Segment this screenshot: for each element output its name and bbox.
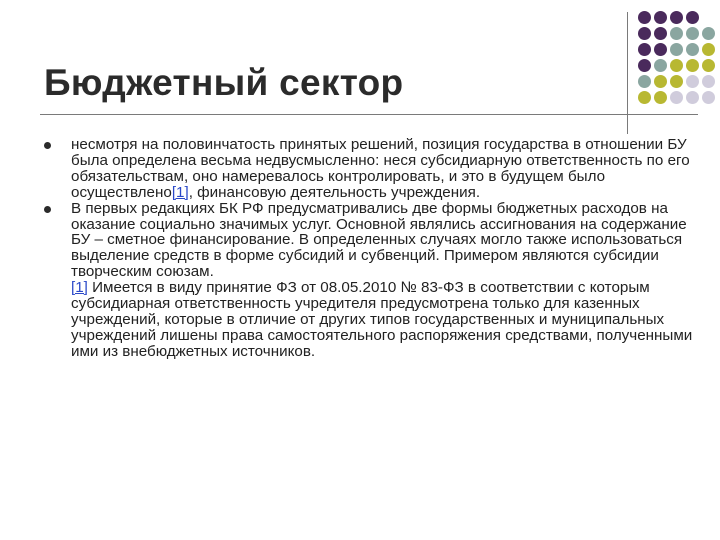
decor-dot [670,59,683,72]
decor-dot [654,11,667,24]
slide-title: Бюджетный сектор [44,62,404,103]
decor-dot [670,75,683,88]
bullet-dot-icon [44,142,51,149]
bullet-dot-icon [44,206,51,213]
footnote-text: Имеется в виду принятие ФЗ от 08.05.2010 № 83-ФЗ в соответствии с которым субсидиарная ответственность учредителя предусмотрена только для казенных учреждений, которые в отличие от других типов государственных и муниципальных учреждений лишены права самостоятельного распоряжения средствами, полученными ими из внебюджетных источников. [71,279,693,360]
decor-dot [702,91,715,104]
bullet-item [44,201,694,360]
decor-dot [654,27,667,40]
decor-dot [702,59,715,72]
decor-dot [670,11,683,24]
vertical-divider [627,12,628,134]
decor-dot [702,75,715,88]
footnote-link[interactable]: [1] [71,279,88,297]
decor-dot [686,43,699,56]
bullet-item [44,137,694,201]
decor-dot [638,27,651,40]
decor-dot [638,43,651,56]
decor-dot [686,91,699,104]
bullet-text: несмотря на половинчатость принятых решений, позиция государства в отношении БУ была определена весьма недвусмысленно: неся субсидиарную ответственность по его обязательствам, оно намеревалось контролировать, и это в будущем было осуществлено [71,136,690,201]
decor-dot [670,43,683,56]
decor-dot [686,27,699,40]
decor-dot [686,75,699,88]
bullet-text-continued: , финансовую деятельность учреждения. [188,183,481,201]
title-underline [40,114,698,115]
decor-dot [686,11,699,24]
decorative-dot-grid [638,11,718,111]
decor-dot [638,75,651,88]
decor-dot [654,59,667,72]
decor-dot [638,59,651,72]
decor-dot [654,91,667,104]
bullet-list [44,137,694,360]
decor-dot [654,43,667,56]
decor-dot [670,27,683,40]
decor-dot [670,91,683,104]
bullet-text: В первых редакциях БК РФ предусматривались две формы бюджетных расходов на оказание социально значимых услуг. Основной являлись ассигнования на содержание БУ – сметное финансирование. В определенных случаях могло также использоваться выделение средств в форме субсидий и субвенций. Примером являются субсидии творческим союзам. [71,199,687,281]
decor-dot [654,75,667,88]
decor-dot [686,59,699,72]
decor-dot [638,91,651,104]
footnote-link[interactable]: [1] [171,183,189,201]
decor-dot [638,11,651,24]
decor-dot [702,43,715,56]
decor-dot [702,27,715,40]
